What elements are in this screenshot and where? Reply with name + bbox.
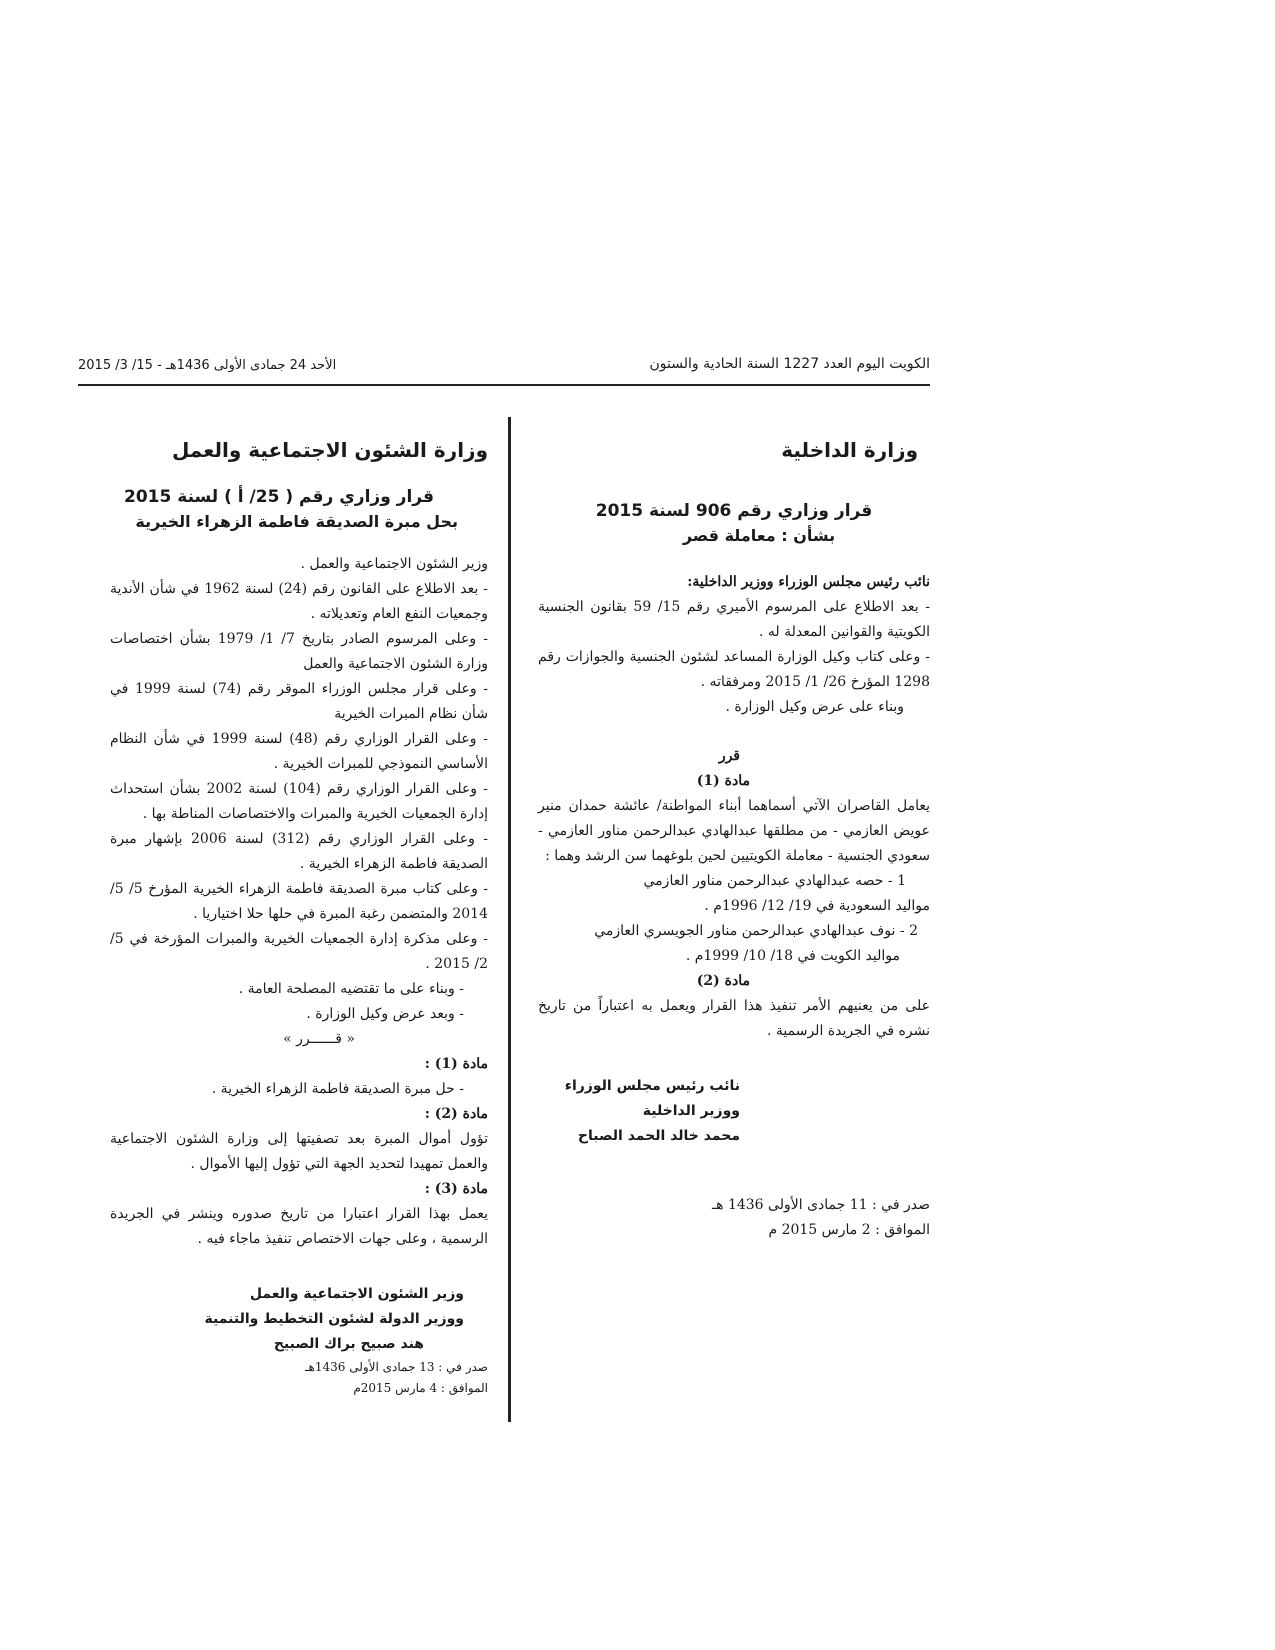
decree-title: قرار وزاري رقم 906 لسنة 2015 <box>595 501 873 521</box>
recital: - وبعد عرض وكيل الوزارة . <box>306 1006 464 1022</box>
signature-block <box>538 1074 930 1149</box>
recital: - وعلى القرار الوزاري رقم (104) لسنة 2002 بشأن استحداث إدارة الجمعيات الخيرية والمبرات والاختصاصات المناطة بها . <box>110 781 488 822</box>
person-name: 1 - حصه عبدالهادي عبدالرحمن مناور العازمي <box>643 873 906 889</box>
signatory-name: محمد خالد الحمد الصباح <box>577 1128 740 1144</box>
recital: - وعلى كتاب مبرة الصديقة فاطمة الزهراء الخيرية المؤرخ 5/ 5/ 2014 والمتضمن رغبة المبرة في حلها حلا اختياريا . <box>110 881 488 922</box>
header-date: الأحد 24 جمادى الأولى 1436هـ - 15/ 3/ 2015 <box>78 358 337 373</box>
interior-decree <box>538 438 930 1243</box>
signatory-title: وزير الشئون الاجتماعية والعمل <box>249 1286 464 1302</box>
social-affairs-decree <box>110 438 488 1399</box>
person-birth: مواليد الكويت في 18/ 10/ 1999م . <box>685 948 900 964</box>
decree-authority: نائب رئيس مجلس الوزراء ووزير الداخلية: <box>687 574 930 590</box>
person-birth: مواليد السعودية في 19/ 12/ 1996م . <box>704 898 930 914</box>
recital: - وعلى قرار مجلس الوزراء الموقر رقم (74) لسنة 1999 في شأن نظام المبرات الخيرية <box>110 681 489 722</box>
person-name: 2 - نوف عبدالهادي عبدالرحمن مناور الجويسري العازمي <box>594 923 918 939</box>
issued-date: صدر في : 11 جمادى الأولى 1436 هـ <box>712 1197 930 1213</box>
article-text: تؤول أموال المبرة بعد تصفيتها إلى وزارة الشئون الاجتماعية والعمل تمهيدا لتحديد الجهة التي تؤول إليها الأموال . <box>110 1131 488 1172</box>
signatory-title: ووزير الداخلية <box>642 1103 740 1119</box>
article-heading: مادة (2) : <box>424 1106 488 1122</box>
corresponding-date: الموافق : 4 مارس 2015م <box>353 1381 488 1395</box>
issued-date: صدر في : 13 جمادى الأولى 1436هـ <box>304 1360 488 1374</box>
decree-subject: بحل مبرة الصديقة فاطمة الزهراء الخيرية <box>135 512 458 531</box>
header-rule <box>78 384 930 386</box>
decided-heading: قرر <box>718 748 740 764</box>
recital: - وعلى القرار الوزاري رقم (48) لسنة 1999 في شأن النظام الأساسي النموذجي للمبرات الخيرية . <box>110 731 488 772</box>
decree-subject: بشأن : معاملة قصر <box>682 526 836 545</box>
signature-block <box>110 1282 488 1357</box>
page-header <box>78 356 930 382</box>
signatory-title: نائب رئيس مجلس الوزراء <box>564 1078 740 1094</box>
decree-title: قرار وزاري رقم ( 25/ أ ) لسنة 2015 <box>124 487 434 507</box>
ministry-name: وزارة الشئون الاجتماعية والعمل <box>171 438 488 462</box>
recital: وبناء على عرض وكيل الوزارة . <box>725 699 904 715</box>
column-divider <box>508 417 511 1422</box>
signatory-name: هند صبيح براك الصبيح <box>273 1336 424 1352</box>
ministry-name: وزارة الداخلية <box>781 438 918 462</box>
decided-heading: « قــــــرر » <box>283 1031 355 1047</box>
article-heading: مادة (1) <box>696 773 750 789</box>
recital: - بعد الاطلاع على المرسوم الأميري رقم 15/ 59 بقانون الجنسية الكويتية والقوانين المعدلة له . <box>538 599 930 640</box>
article-text: - حل مبرة الصديقة فاطمة الزهراء الخيرية . <box>211 1081 464 1097</box>
recital: - بعد الاطلاع على القانون رقم (24) لسنة 1962 في شأن الأندية وجمعيات النفع العام وتعديلاته . <box>110 581 488 622</box>
article-heading: مادة (1) : <box>424 1056 488 1072</box>
article-text: يعمل بهذا القرار اعتبارا من تاريخ صدوره وينشر في الجريدة الرسمية ، وعلى جهات الاختصاص تنفيذ ماجاء فيه . <box>110 1206 488 1247</box>
recital: - وعلى كتاب وكيل الوزارة المساعد لشئون الجنسية والجوازات رقم 1298 المؤرخ 26/ 1/ 2015 ومرفقاته . <box>538 649 930 690</box>
article-text: على من يعنيهم الأمر تنفيذ هذا القرار ويعمل به اعتباراً من تاريخ نشره في الجريدة الرسمية . <box>538 998 930 1039</box>
recital: - وبناء على ما تقتضيه المصلحة العامة . <box>238 981 464 997</box>
recital: - وعلى مذكرة إدارة الجمعيات الخيرية والمبرات المؤرخة في 5/ 2/ 2015 . <box>110 931 488 972</box>
corresponding-date: الموافق : 2 مارس 2015 م <box>768 1222 930 1238</box>
recital: - وعلى المرسوم الصادر بتاريخ 7/ 1/ 1979 بشأن اختصاصات وزارة الشئون الاجتماعية والعمل <box>110 631 488 672</box>
signatory-title: ووزير الدولة لشئون التخطيط والتنمية <box>204 1311 464 1327</box>
article-heading: مادة (3) : <box>424 1181 488 1197</box>
decree-authority: وزير الشئون الاجتماعية والعمل . <box>300 556 488 572</box>
article-text: يعامل القاصران الآتي أسماهما أبناء المواطنة/ عائشة حمدان منير عويض العازمي - من مطلقها عبدالهادي عبدالرحمن مناور العازمي - سعودي الجنسية - معاملة الكويتيين لحين بلوغهما سن الرشد وهما : <box>538 798 930 864</box>
issue-date-block <box>538 1193 930 1243</box>
issue-date-block <box>110 1357 488 1399</box>
recital: - وعلى القرار الوزاري رقم (312) لسنة 2006 بإشهار مبرة الصديقة فاطمة الزهراء الخيرية . <box>110 831 488 872</box>
article-heading: مادة (2) <box>696 973 750 989</box>
header-issue-info: الكويت اليوم العدد 1227 السنة الحادية والستون <box>649 356 930 372</box>
